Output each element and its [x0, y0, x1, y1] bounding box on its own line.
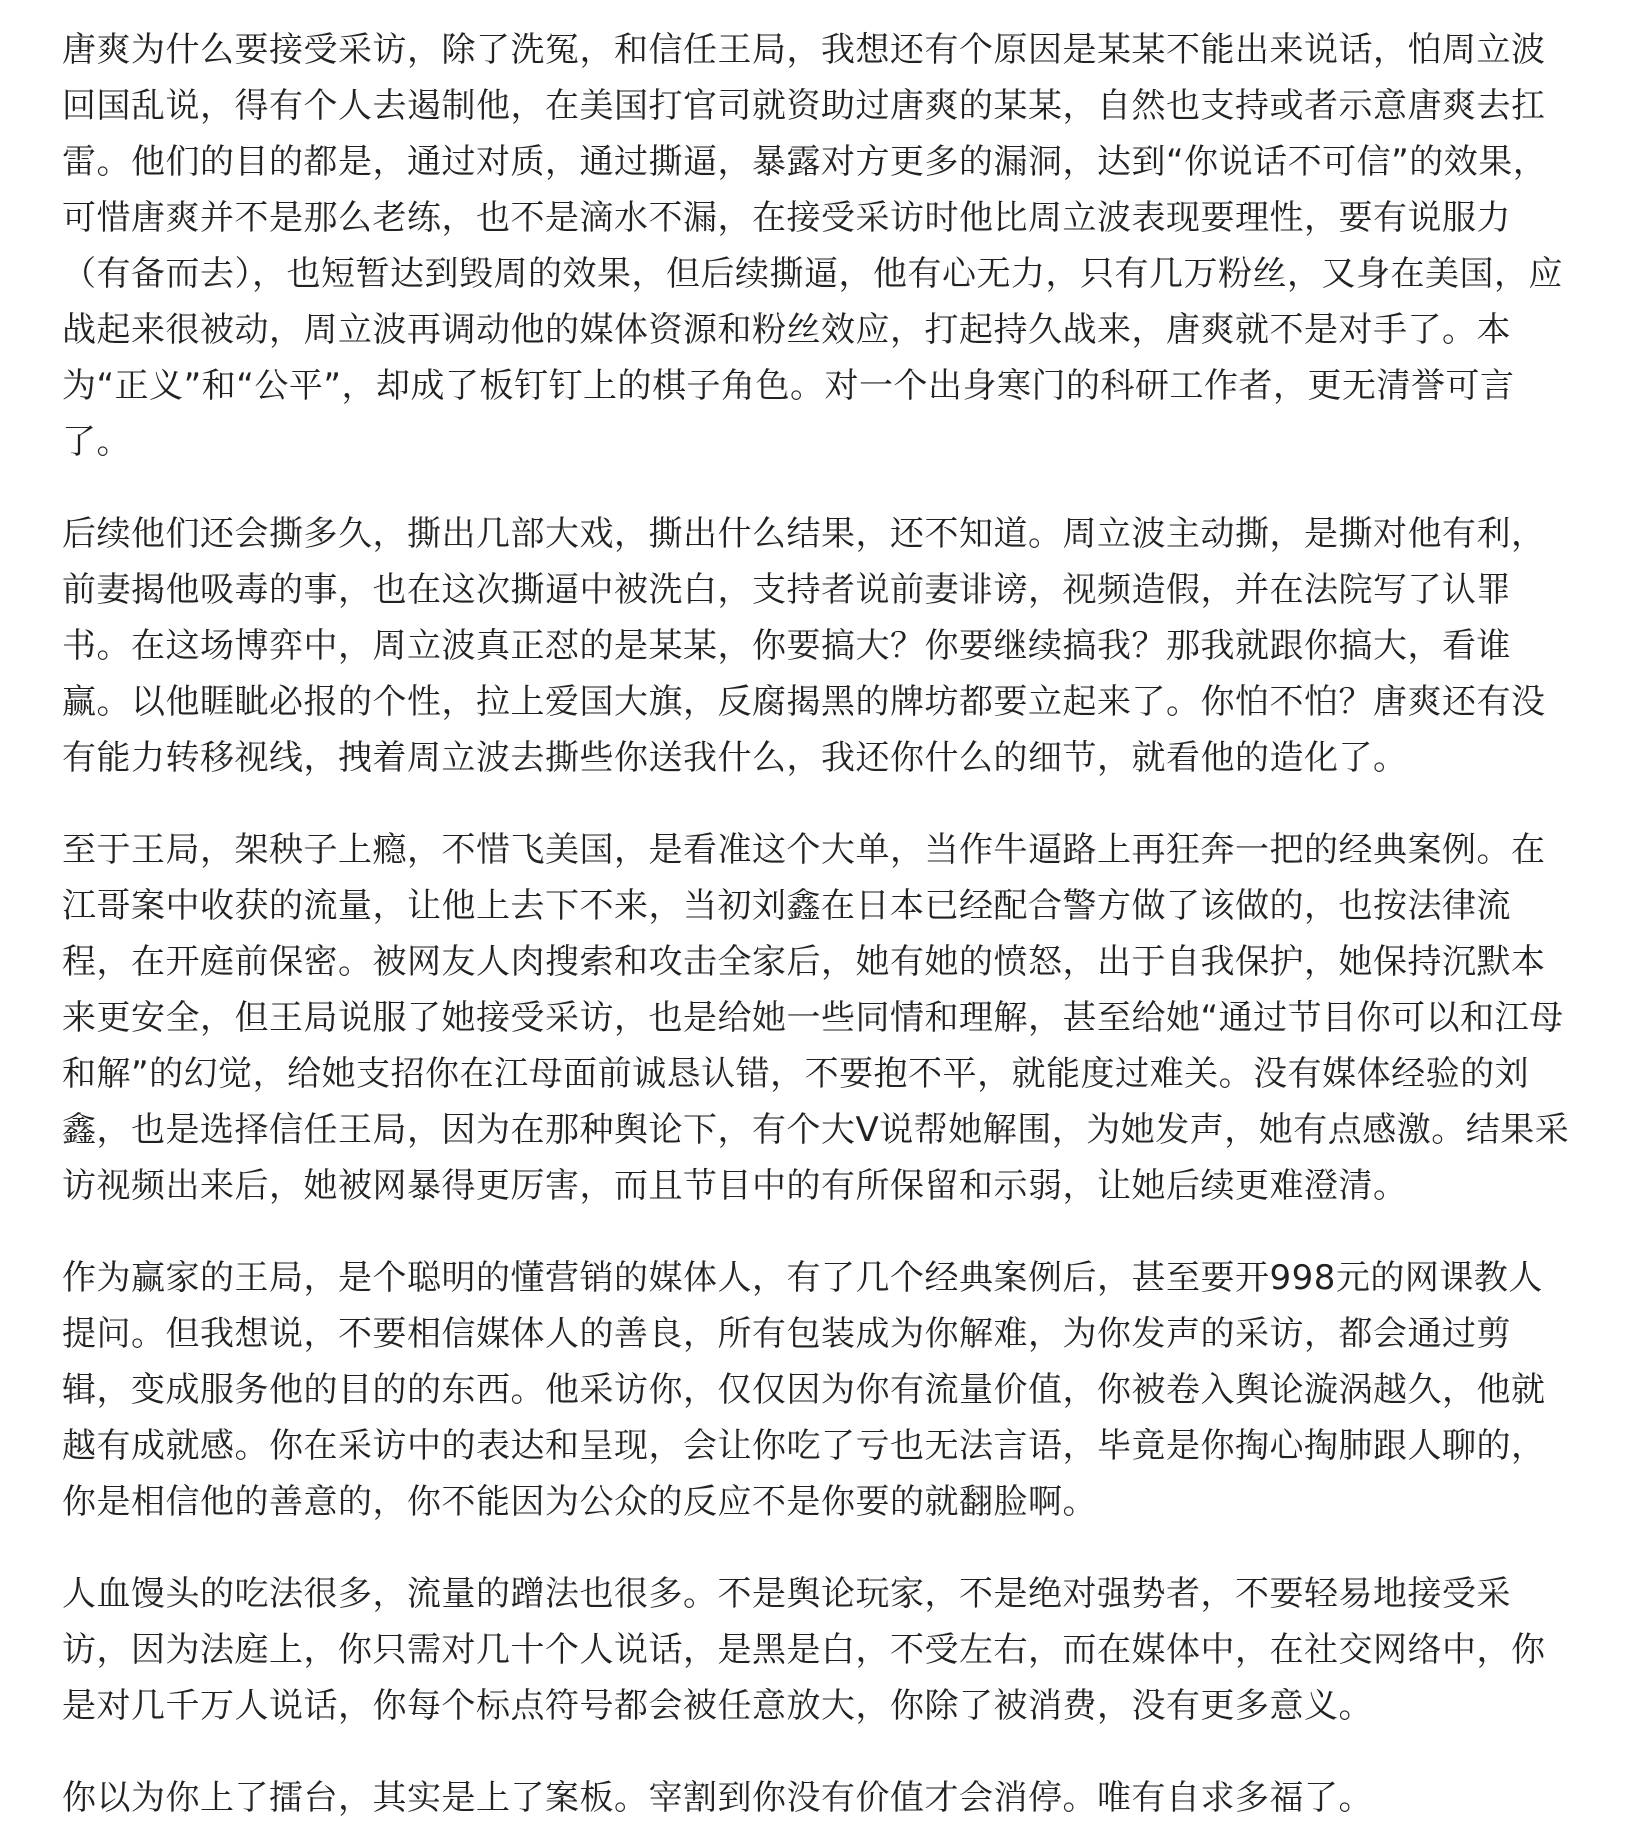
article-paragraph-4: 作为赢家的王局，是个聪明的懂营销的媒体人，有了几个经典案例后，甚至要开998元的网课教人提问。但我想说，不要相信媒体人的善良，所有包装成为你解难，为你发声的采访，都会通过剪辑，变成服务他的目的的东西。他采访你，仅仅因为你有流量价值，你被卷入舆论漩涡越久，他就越有成就感。你在采访中的表达和呈现，会让你吃了亏也无法言语，毕竟是你掏心掏肺跟人聊的，你是相信他的善意的，你不能因为公众的反应不是你要的就翻脸啊。	[62, 1258, 1546, 1522]
article-paragraph-5: 人血馒头的吃法很多，流量的蹭法也很多。不是舆论玩家，不是绝对强势者，不要轻易地接受采访，因为法庭上，你只需对几十个人说话，是黑是白，不受左右，而在媒体中，在社交网络中，你是对几千万人说话，你每个标点符号都会被任意放大，你除了被消费，没有更多意义。	[62, 1574, 1546, 1726]
article-paragraph-2: 后续他们还会撕多久，撕出几部大戏，撕出什么结果，还不知道。周立波主动撕，是撕对他有利，前妻揭他吸毒的事，也在这次撕逼中被洗白，支持者说前妻诽谤，视频造假，并在法院写了认罪书。在这场博弈中，周立波真正怼的是某某，你要搞大？你要继续搞我？那我就跟你搞大，看谁赢。以他睚眦必报的个性，拉上爱国大旗，反腐揭黑的牌坊都要立起来了。你怕不怕？唐爽还有没有能力转移视线，拽着周立波去撕些你送我什么，我还你什么的细节，就看他的造化了。	[62, 514, 1546, 778]
article-paragraph-1: 唐爽为什么要接受采访，除了洗冤，和信任王局，我想还有个原因是某某不能出来说话，怕周立波回国乱说，得有个人去遏制他，在美国打官司就资助过唐爽的某某，自然也支持或者示意唐爽去扛雷。他们的目的都是，通过对质，通过撕逼，暴露对方更多的漏洞，达到“你说话不可信”的效果，可惜唐爽并不是那么老练，也不是滴水不漏，在接受采访时他比周立波表现要理性，要有说服力（有备而去），也短暂达到毁周的效果，但后续撕逼，他有心无力，只有几万粉丝，又身在美国，应战起来很被动，周立波再调动他的媒体资源和粉丝效应，打起持久战来，唐爽就不是对手了。本为“正义”和“公平”，却成了板钉钉上的棋子角色。对一个出身寒门的科研工作者，更无清誉可言了。	[62, 30, 1563, 462]
article-paragraph-3: 至于王局，架秧子上瘾，不惜飞美国，是看准这个大单，当作牛逼路上再狂奔一把的经典案例。在江哥案中收获的流量，让他上去下不来，当初刘鑫在日本已经配合警方做了该做的，也按法律流程，在开庭前保密。被网友人肉搜索和攻击全家后，她有她的愤怒，出于自我保护，她保持沉默本来更安全，但王局说服了她接受采访，也是给她一些同情和理解，甚至给她“通过节目你可以和江母和解”的幻觉，给她支招你在江母面前诚恳认错，不要抱不平，就能度过难关。没有媒体经验的刘鑫，也是选择信任王局，因为在那种舆论下，有个大V说帮她解围，为她发声，她有点感激。结果采访视频出来后，她被网暴得更厉害，而且节目中的有所保留和示弱，让她后续更难澄清。	[62, 830, 1570, 1206]
article-paragraph-6: 你以为你上了擂台，其实是上了案板。宰割到你没有价值才会消停。唯有自求多福了。	[62, 1778, 1373, 1818]
